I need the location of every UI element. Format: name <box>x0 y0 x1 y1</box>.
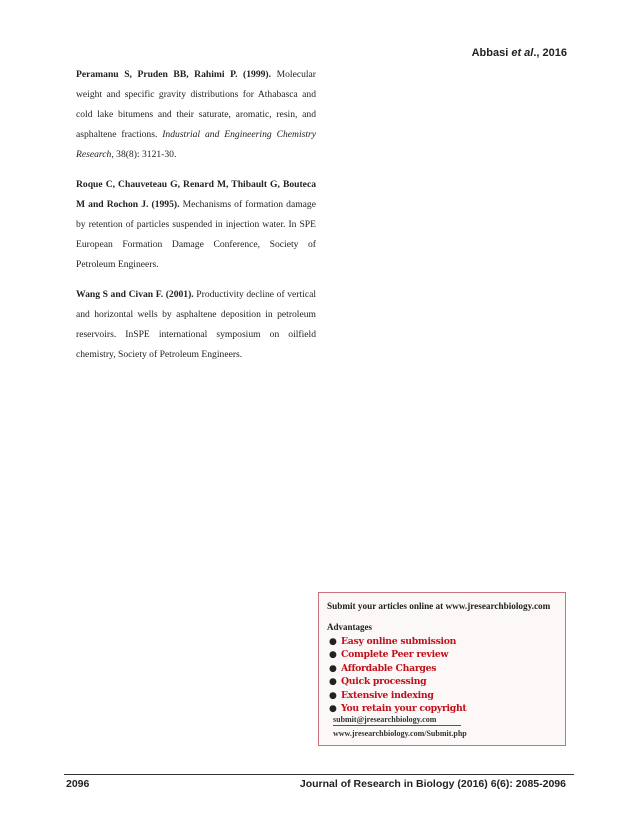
running-header <box>472 47 567 59</box>
bullet-icon: ● <box>329 650 337 661</box>
submit-box-title: Submit your articles online at www.jresearchbiology.com <box>327 601 551 611</box>
reference-authors: Peramanu S, Pruden BB, Rahimi P. (1999). <box>76 69 272 80</box>
reference-text: Productivity decline of vertical and horizontal wells by asphaltene deposition in petroleum reservoirs. InSPE international symposium on oilfield chemistry, Society of Petroleum Engineers. <box>76 289 317 360</box>
advantage-label: Easy online submission <box>341 636 457 647</box>
bullet-icon: ● <box>329 677 337 688</box>
reference-item <box>76 175 316 275</box>
advantage-item <box>329 662 466 675</box>
advantage-item <box>329 689 466 702</box>
header-year: ., 2016 <box>533 47 567 59</box>
reference-authors: Roque C, Chauveteau G, Renard M, Thibault G, Bouteca M and Rochon J. (1995). <box>76 179 316 210</box>
bullet-icon: ● <box>329 663 337 674</box>
advantage-item <box>329 702 466 715</box>
reference-item <box>76 285 316 365</box>
advantage-label: You retain your copyright <box>341 702 467 714</box>
advantages-title: Advantages <box>327 622 373 632</box>
bullet-icon: ● <box>329 703 337 714</box>
bullet-icon: ● <box>329 690 337 701</box>
reference-text: Molecular weight and specific gravity distributions for Athabasca and cold lake bitumens and their saturate, aromatic, resin, and asphaltene fractions. <box>76 69 316 140</box>
advantage-label: Quick processing <box>341 676 427 688</box>
advantage-item <box>329 648 466 661</box>
advantage-label: Extensive indexing <box>341 689 434 701</box>
page-number: 2096 <box>66 778 90 790</box>
reference-authors: Wang S and Civan F. (2001). <box>76 289 194 300</box>
advantage-label: Affordable Charges <box>341 662 437 674</box>
advantage-label: Complete Peer review <box>341 649 449 661</box>
advantages-list <box>329 635 466 715</box>
submit-url-link[interactable]: www.jresearchbiology.com/Submit.php <box>333 729 467 738</box>
reference-item <box>76 65 316 165</box>
header-author: Abbasi <box>471 47 512 59</box>
reference-list <box>76 65 316 375</box>
header-etal: et al <box>511 47 534 59</box>
bullet-icon: ● <box>329 637 337 647</box>
journal-citation: Journal of Research in Biology (2016) 6(6): 2085-2096 <box>299 778 566 790</box>
submit-articles-box <box>318 592 566 746</box>
contact-info <box>333 715 467 738</box>
advantage-item <box>329 675 466 688</box>
reference-tail: , 38(8): 3121-30. <box>111 149 177 160</box>
footer-divider <box>64 774 574 775</box>
reference-text: Mechanisms of formation damage by retention of particles suspended in injection water. In SPE European Formation Damage Conference, Society of Petroleum Engineers. <box>76 199 316 270</box>
submit-email-link[interactable]: submit@jresearchbiology.com <box>333 715 461 726</box>
advantage-item <box>329 635 466 648</box>
reference-journal: Industrial and Engineering Chemistry Research <box>76 129 317 160</box>
